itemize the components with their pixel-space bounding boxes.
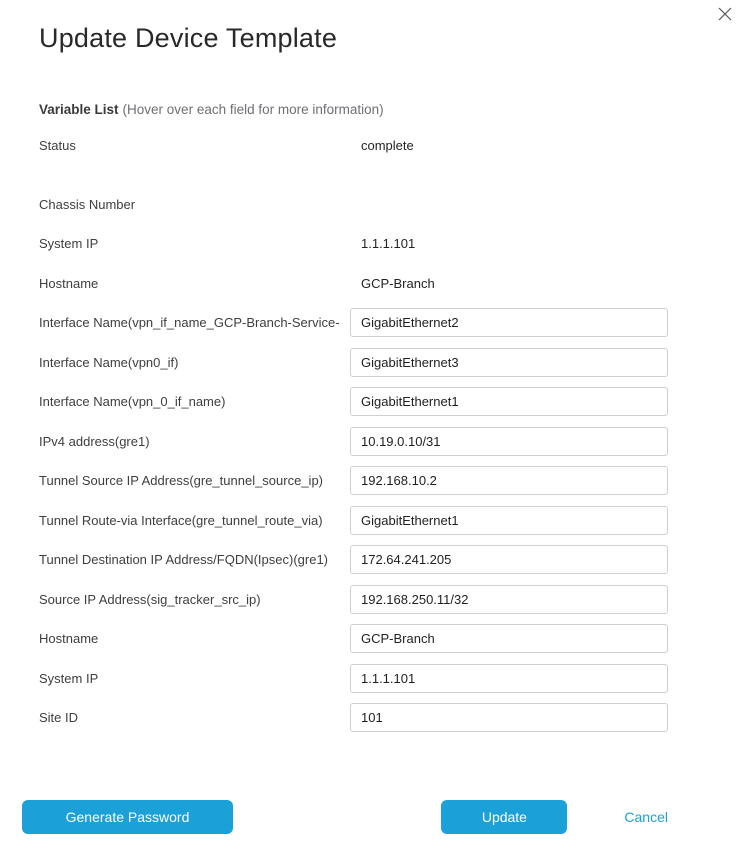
status-value: complete — [361, 138, 414, 154]
generate-password-button[interactable]: Generate Password — [22, 800, 233, 834]
page-title: Update Device Template — [39, 23, 338, 53]
row-chassis-number — [39, 185, 668, 225]
row-status — [39, 126, 668, 166]
variable-label: Tunnel Route-via Interface(gre_tunnel_route_via) — [39, 512, 323, 528]
interface-name-service-vpn-input[interactable] — [350, 308, 668, 337]
variable-label: System IP — [39, 670, 99, 686]
variable-label: System IP — [39, 236, 99, 252]
variable-label: IPv4 address(gre1) — [39, 433, 150, 449]
system-ip-value: 1.1.1.101 — [361, 236, 416, 252]
row-system-ip-static — [39, 224, 668, 264]
variable-list-hint: (Hover over each field for more information) — [122, 102, 384, 117]
row-hostname-input — [39, 619, 668, 659]
variable-label: Source IP Address(sig_tracker_src_ip) — [39, 591, 261, 607]
variable-list-heading: Variable List — [39, 102, 119, 117]
row-ipv4-address-gre1 — [39, 422, 668, 462]
variable-label: Site ID — [39, 710, 79, 726]
tunnel-route-via-input[interactable] — [350, 506, 668, 535]
variable-label: Hostname — [39, 275, 99, 291]
hostname-value: GCP-Branch — [361, 275, 435, 291]
variable-label: Tunnel Destination IP Address/FQDN(Ipsec)(gre1) — [39, 552, 329, 568]
row-system-ip-input — [39, 659, 668, 699]
row-tunnel-route-via — [39, 501, 668, 541]
row-tunnel-source-ip — [39, 461, 668, 501]
dialog-footer — [39, 800, 668, 834]
variable-list-header — [39, 101, 668, 119]
close-button[interactable] — [716, 5, 734, 23]
row-hostname-static — [39, 264, 668, 304]
variable-label: Hostname — [39, 631, 99, 647]
row-source-ip — [39, 580, 668, 620]
ipv4-address-gre1-input[interactable] — [350, 427, 668, 456]
close-icon — [718, 7, 732, 21]
variable-rows — [39, 126, 668, 738]
variable-label: Interface Name(vpn_if_name_GCP-Branch-Service- — [39, 315, 340, 331]
tunnel-destination-ip-input[interactable] — [350, 545, 668, 574]
variable-label: Chassis Number — [39, 196, 136, 212]
tunnel-source-ip-input[interactable] — [350, 466, 668, 495]
update-button[interactable]: Update — [441, 800, 567, 834]
site-id-input[interactable] — [350, 703, 668, 732]
variable-label: Interface Name(vpn_0_if_name) — [39, 394, 226, 410]
system-ip-input[interactable] — [350, 664, 668, 693]
interface-name-vpn-0-if-name-input[interactable] — [350, 387, 668, 416]
hostname-input[interactable] — [350, 624, 668, 653]
variable-label: Tunnel Source IP Address(gre_tunnel_source_ip) — [39, 473, 324, 489]
row-interface-name-vpn-0-if-name — [39, 382, 668, 422]
variable-label: Status — [39, 138, 76, 154]
row-site-id — [39, 698, 668, 738]
variable-label: Interface Name(vpn0_if) — [39, 354, 179, 370]
cancel-button[interactable]: Cancel — [624, 808, 668, 825]
row-tunnel-destination-ip — [39, 540, 668, 580]
interface-name-vpn0-if-input[interactable] — [350, 348, 668, 377]
row-interface-name-vpn0-if — [39, 343, 668, 383]
source-ip-input[interactable] — [350, 585, 668, 614]
row-interface-name-service-vpn — [39, 303, 668, 343]
